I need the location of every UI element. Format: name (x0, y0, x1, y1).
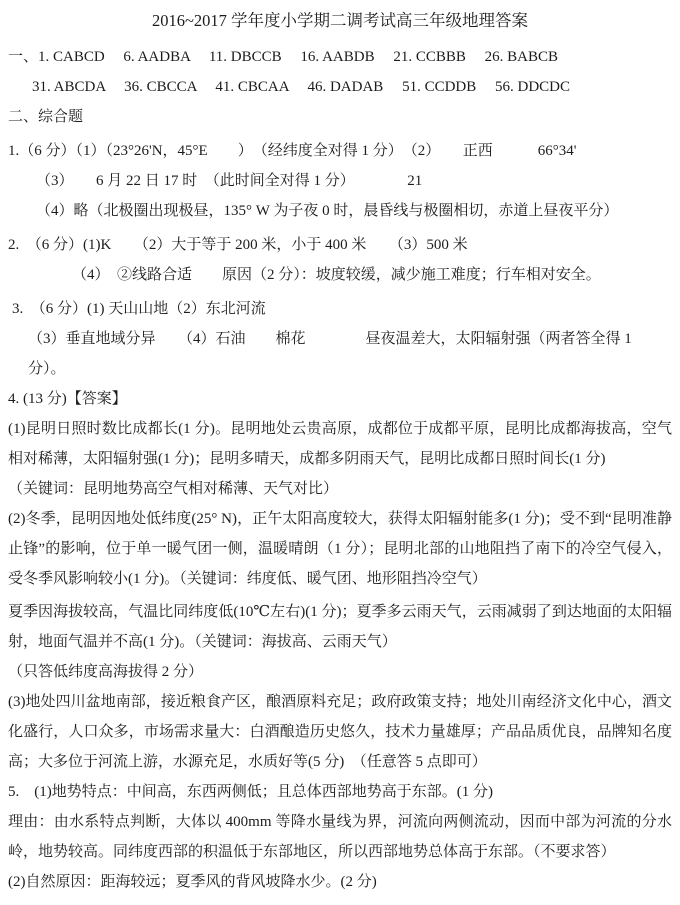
q4-answer-1: (1)昆明日照时数比成都长(1 分)。昆明地处云贵高原，成都位于成都平原，昆明比成都海拔高，空气相对稀薄，太阳辐射强(1 分)；昆明多晴天，成都多阴雨天气，昆明比成都日照时间长(1 分) (8, 421, 672, 467)
q4-answer-2-winter: (2)冬季，昆明因地处低纬度(25° N)，正午太阳高度较大，获得太阳辐射能多(1 分)；受不到“昆明准静止锋”的影响，位于单一暖气团一侧，温暖晴朗（1 分）；昆明北部的山地阻挡了南下的冷空气侵入，受冬季风影响较小(1 分)。（关键词：纬度低、暖气团、地形阻挡冷空气） (8, 511, 672, 587)
q4-answer-2-note: （只答低纬度高海拔得 2 分） (8, 664, 204, 680)
q1-answer-line-3: （4）略（北极圈出现极昼，135° W 为子夜 0 时，晨昏线与极圈相切，赤道上昼夜平分） (36, 203, 619, 219)
mcq-answers-row-2: 31. ABCDA 36. CBCCA 41. CBCAA 46. DADAB 51. CCDDB 56. DDCDC (32, 79, 571, 95)
q3-answer-line-2: （3）垂直地域分异 （4）石油 棉花 昼夜温差大，太阳辐射强（两者答全得 1 分）。 (28, 331, 636, 377)
q4-answer-2-summer: 夏季因海拔较高，气温比同纬度低(10℃左右)(1 分)；夏季多云雨天气，云雨减弱了到达地面的太阳辐射，地面气温并不高(1 分)。（关键词：海拔高、云雨天气） (8, 604, 672, 650)
q4-answer-1-keywords: （关键词：昆明地势高空气相对稀薄、天气对比） (8, 481, 339, 497)
mcq-answers-row-1: 一、1. CABCD 6. AADBA 11. DBCCB 16. AABDB 21. CCBBB 26. BABCB (8, 49, 558, 65)
q5-answer-line-2: (2)自然原因：距海较远；夏季风的背风坡降水少。(2 分) (8, 874, 377, 890)
section-heading-comprehensive: 二、综合题 (8, 109, 84, 125)
page-title: 2016~2017 学年度小学期二调考试高三年级地理答案 (151, 11, 529, 30)
q1-answer-line-1: 1.（6 分）（1）（23°26'N，45°E ） （经纬度全对得 1 分） （2） 正西 66°34' (8, 143, 577, 159)
q2-answer-line-1: 2. （6 分）(1)K （2）大于等于 200 米，小于 400 米 （3）500 米 (8, 237, 468, 253)
q2-answer-line-2: （4） ②线路合适 原因（2 分）：坡度较缓，减少施工难度；行车相对安全。 (72, 267, 601, 283)
q1-answer-line-2: （3） 6 月 22 日 17 时 （此时间全对得 1 分） 21 (36, 173, 423, 189)
q5-answer-reason: 理由：由水系特点判断，大体以 400mm 等降水量线为界，河流向两侧流动，因而中部为河流的分水岭，地势较高。同纬度西部的积温低于东部地区，所以西部地势总体高于东部。（不要求答） (8, 814, 672, 860)
q4-heading: 4. (13 分)【答案】 (8, 391, 127, 407)
q4-answer-3: (3)地处四川盆地南部，接近粮食产区，酿酒原料充足；政府政策支持；地处川南经济文化中心，酒文化盛行，人口众多，市场需求量大：白酒酿造历史悠久，技术力量雄厚；产品品质优良，品牌知名度高；大多位于河流上游，水源充足，水质好等(5 分) （任意答 5 点即可） (8, 694, 672, 770)
q5-answer-line-1: 5. (1)地势特点：中间高，东西两侧低；且总体西部地势高于东部。(1 分) (8, 784, 493, 800)
q3-answer-line-1: 3. （6 分）(1) 天山山地（2）东北河流 (12, 301, 266, 317)
